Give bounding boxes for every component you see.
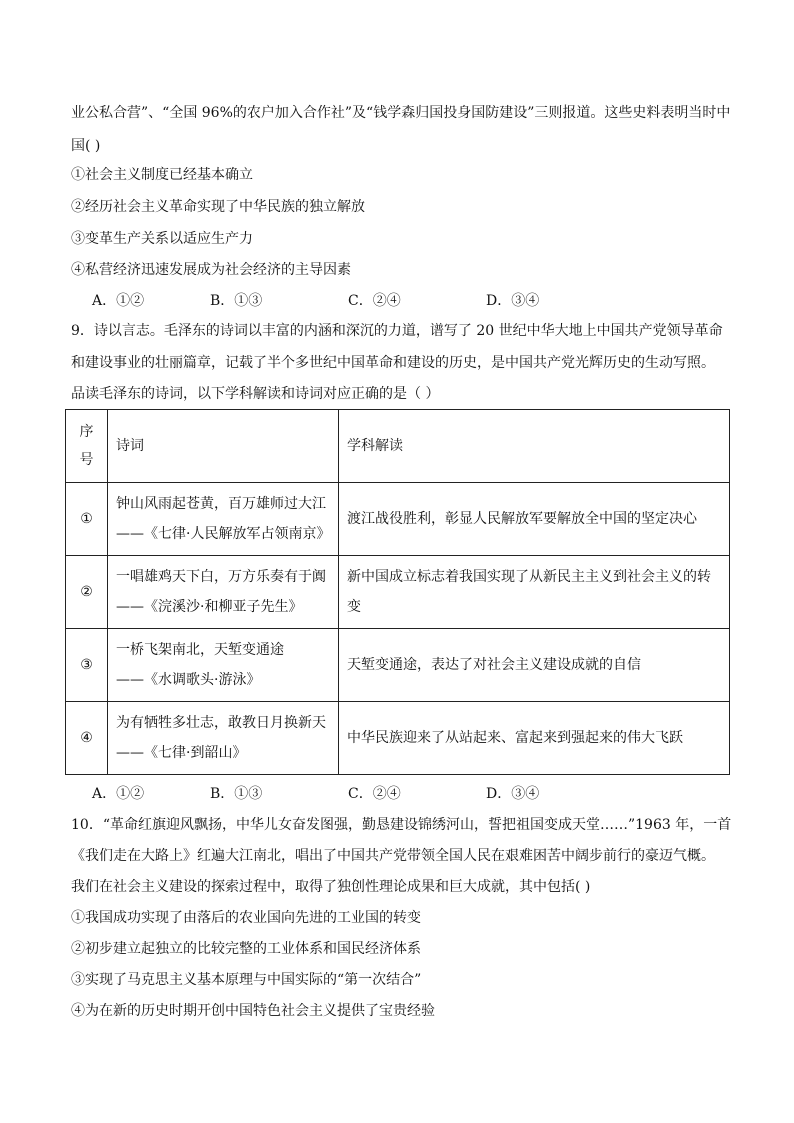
poem-line-1: 钟山风雨起苍黄，百万雄师过大江: [116, 496, 326, 512]
row-interp: [339, 629, 730, 702]
q10-item-4: ④为在新的历史时期开创中国特色社会主义提供了宝贵经验: [71, 1003, 435, 1019]
q8-option-c[interactable]: C．②④: [348, 293, 401, 309]
q8-stem-line-2: 国( ): [71, 138, 101, 154]
poem-line-1: 一唱雄鸡天下白，万方乐奏有于阗: [116, 569, 326, 585]
q8-stem-line-1: 业公私合营”、“全国 96%的农户加入合作社”及“钱学森归国投身国防建设”三则报道。这些史料表明当时中: [71, 105, 731, 121]
row-poem: [108, 702, 339, 775]
interp-line-1: 天堑变通途，表达了对社会主义建设成就的自信: [347, 657, 641, 673]
row-poem: [108, 629, 339, 702]
table-row: [66, 629, 730, 702]
row-interp: [339, 556, 730, 629]
row-interp: [339, 483, 730, 556]
poem-line-2: ——《七律·人民解放军占领南京》: [116, 526, 331, 542]
header-number-cell: [66, 410, 108, 483]
table-header-row: [66, 410, 730, 483]
q8-option-a[interactable]: A．①②: [92, 293, 145, 309]
table-row: [66, 556, 730, 629]
q9-stem-line-1: 9．诗以言志。毛泽东的诗词以丰富的内涵和深沉的力道，谱写了 20 世纪中华大地上中国共产党领导革命: [71, 323, 723, 339]
poem-line-2: ——《水调歌头·游泳》: [116, 672, 261, 688]
q9-option-c[interactable]: C．②④: [348, 786, 401, 802]
q8-item-4: ④私营经济迅速发展成为社会经济的主导因素: [71, 262, 351, 278]
interp-line-2: 变: [347, 599, 361, 615]
interp-line-1: 中华民族迎来了从站起来、富起来到强起来的伟大飞跃: [347, 730, 683, 746]
row-poem: [108, 483, 339, 556]
row-number: ①: [66, 483, 108, 556]
q9-option-b[interactable]: B．①③: [210, 786, 263, 802]
q9-stem-line-3: 品读毛泽东的诗词，以下学科解读和诗词对应正确的是（ ）: [71, 386, 440, 402]
q10-stem-line-2: 《我们走在大路上》红遍大江南北，唱出了中国共产党带领全国人民在艰难困苦中阔步前行的豪迈气概。: [71, 848, 715, 864]
q9-table: [65, 409, 730, 775]
table-row: [66, 483, 730, 556]
q9-option-d[interactable]: D．③④: [486, 786, 540, 802]
row-number: ③: [66, 629, 108, 702]
header-interp-cell: 学科解读: [339, 410, 730, 483]
q10-item-3: ③实现了马克思主义基本原理与中国实际的“第一次结合”: [71, 972, 422, 988]
q10-stem-line-1: 10．“革命红旗迎风飘扬，中华儿女奋发图强，勤恳建设锦绣河山，誓把祖国变成天堂……”1963 年，一首: [71, 817, 732, 833]
q8-item-3: ③变革生产关系以适应生产力: [71, 231, 253, 247]
interp-line-1: 新中国成立标志着我国实现了从新民主主义到社会主义的转: [347, 569, 711, 585]
poem-line-2: ——《七律·到韶山》: [116, 745, 247, 761]
row-number: ④: [66, 702, 108, 775]
q8-option-d[interactable]: D．③④: [486, 293, 540, 309]
header-poem-cell: 诗词: [108, 410, 339, 483]
q9-stem-line-2: 和建设事业的壮丽篇章，记载了半个多世纪中国革命和建设的历史，是中国共产党光辉历史的生动写照。: [71, 355, 715, 371]
q8-item-1: ①社会主义制度已经基本确立: [71, 167, 253, 183]
q10-item-1: ①我国成功实现了由落后的农业国向先进的工业国的转变: [71, 910, 421, 926]
q8-option-b[interactable]: B．①③: [210, 293, 263, 309]
header-number-line-1: 序: [79, 424, 94, 440]
q10-stem-line-3: 我们在社会主义建设的探索过程中，取得了独创性理论成果和巨大成就，其中包括( ): [71, 879, 591, 895]
row-number: ②: [66, 556, 108, 629]
q9-option-a[interactable]: A．①②: [92, 786, 145, 802]
poem-line-2: ——《浣溪沙·和柳亚子先生》: [116, 599, 303, 615]
row-interp: [339, 702, 730, 775]
header-number-line-2: 号: [79, 452, 94, 468]
row-poem: [108, 556, 339, 629]
poem-line-1: 为有牺牲多壮志，敢教日月换新天: [116, 715, 326, 731]
q10-item-2: ②初步建立起独立的比较完整的工业体系和国民经济体系: [71, 941, 421, 957]
table-row: [66, 702, 730, 775]
interp-line-1: 渡江战役胜利，彰显人民解放军要解放全中国的坚定决心: [347, 511, 697, 527]
poem-line-1: 一桥飞架南北，天堑变通途: [116, 642, 284, 658]
q8-item-2: ②经历社会主义革命实现了中华民族的独立解放: [71, 199, 365, 215]
